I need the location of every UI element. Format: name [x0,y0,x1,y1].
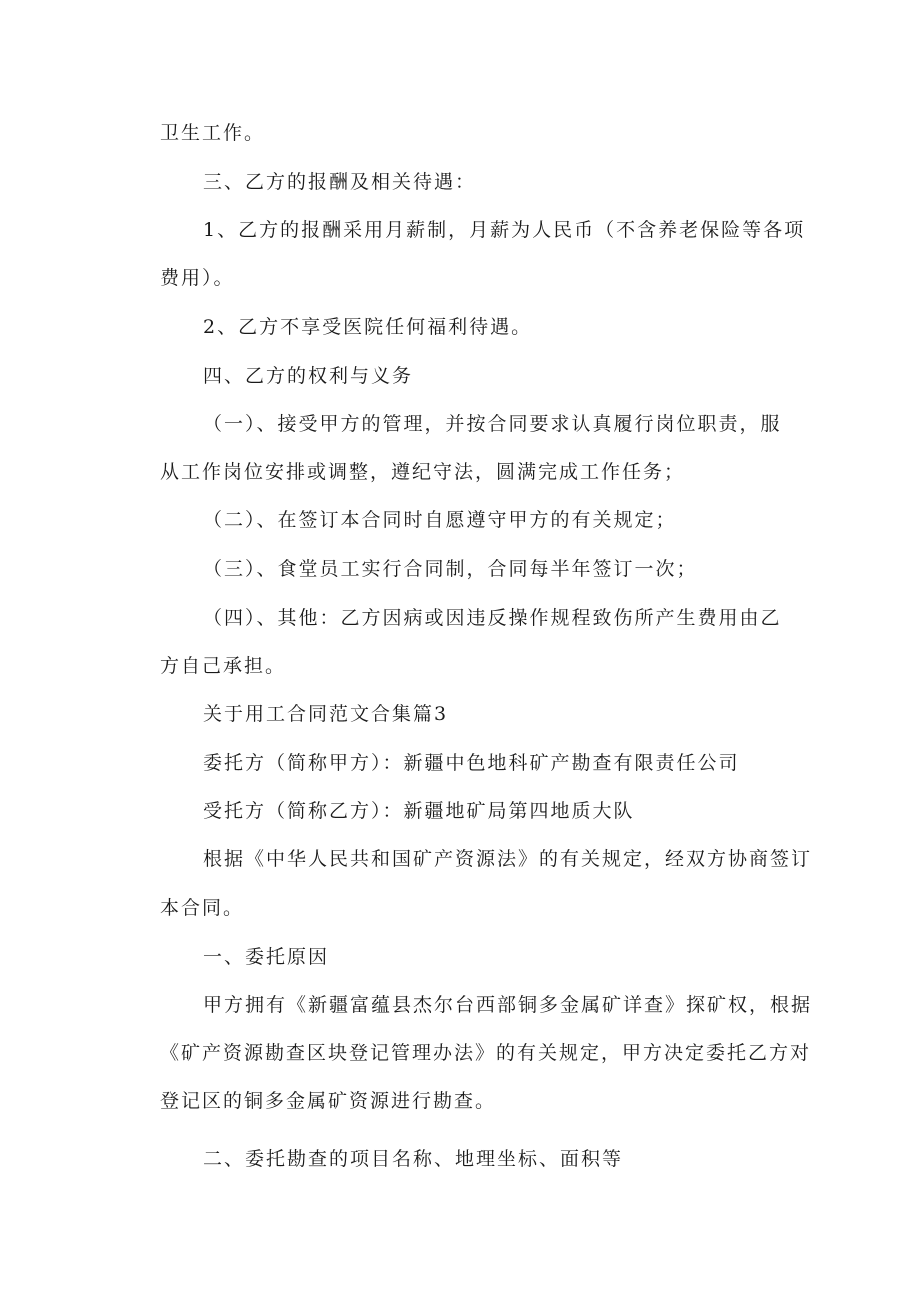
text-line: 委托方（简称甲方）：新疆中色地科矿产勘查有限责任公司 [203,752,740,774]
section-heading: 二、委托勘查的项目名称、地理坐标、面积等 [203,1148,624,1170]
text-line: 甲方拥有《新疆富蕴县杰尔台西部铜多金属矿详查》探矿权，根据 [203,994,813,1016]
text-line: 卫生工作。 [160,122,266,144]
text-line: 1、乙方的报酬采用月薪制，月薪为人民币（不含养老保险等各项 [203,219,806,241]
text-line: 登记区的铜多金属矿资源进行勘查。 [160,1090,497,1112]
text-line: 费用）。 [160,267,235,289]
text-line: 根据《中华人民共和国矿产资源法》的有关规定，经双方协商签订 [203,848,813,870]
section-heading: 三、乙方的报酬及相关待遇： [203,171,477,193]
text-line: 受托方（简称乙方）：新疆地矿局第四地质大队 [203,800,635,822]
article-title: 关于用工合同范文合集篇3 [203,703,449,725]
text-line: （一）、接受甲方的管理，并按合同要求认真履行岗位职责，服 [203,413,782,435]
text-line: 从工作岗位安排或调整，遵纪守法，圆满完成工作任务； [160,461,686,483]
text-line: （二）、在签订本合同时自愿遵守甲方的有关规定； [203,509,677,531]
text-line: 本合同。 [160,897,245,919]
text-line: （四）、其他：乙方因病或因违反操作规程致伤所产生费用由乙 [203,607,782,629]
text-line: （三）、食堂员工实行合同制，合同每半年签订一次； [203,558,698,580]
text-line: 《矿产资源勘查区块登记管理办法》的有关规定，甲方决定委托乙方对 [160,1042,812,1064]
text-line: 2、乙方不享受医院任何福利待遇。 [203,316,533,338]
section-heading: 四、乙方的权利与义务 [203,365,414,387]
section-heading: 一、委托原因 [203,946,330,968]
text-line: 方自己承担。 [160,655,287,677]
